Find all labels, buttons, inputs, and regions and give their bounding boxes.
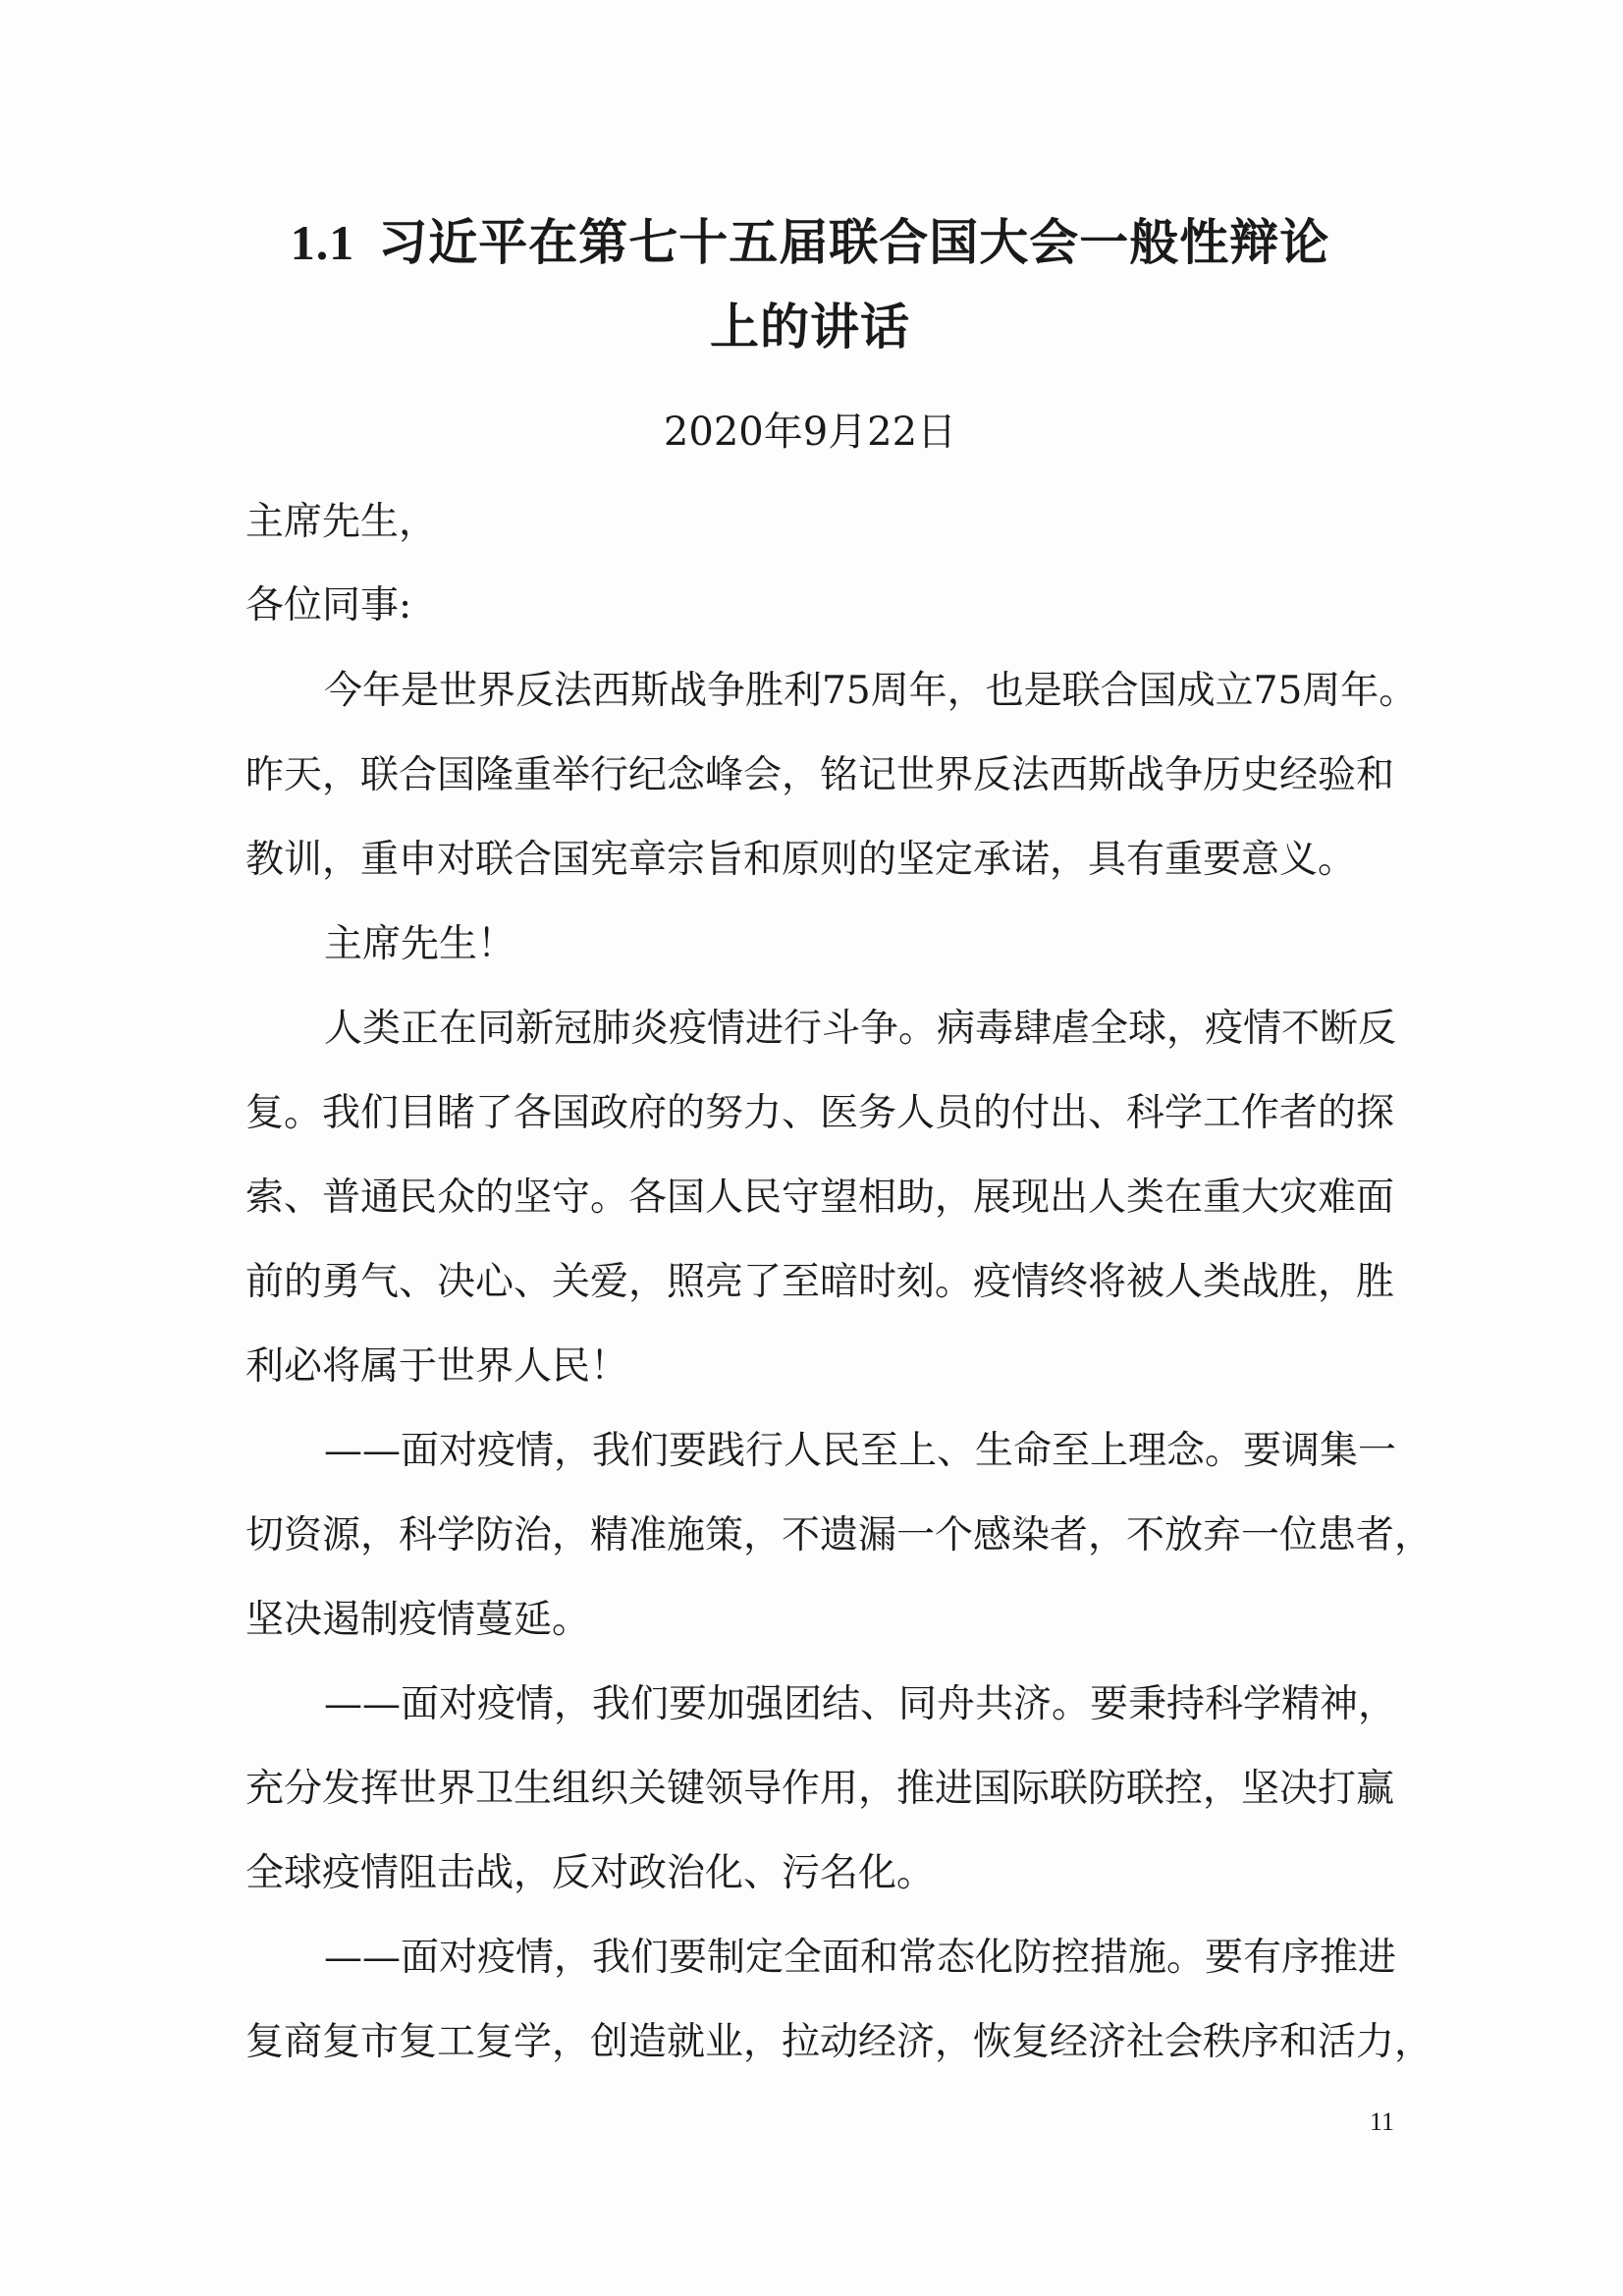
text-line: 复商复市复工复学，创造就业，拉动经济，恢复经济社会秩序和活力， <box>245 2020 1434 2064</box>
text-line: 全球疫情阻击战，反对政治化、污名化。 <box>245 1851 936 1895</box>
text-line: 主席先生！ <box>324 922 516 966</box>
text-line: 今年是世界反法西斯战争胜利75周年，也是联合国成立75周年。 <box>324 669 1418 713</box>
text-line: 切资源，科学防治，精准施策，不遗漏一个感染者，不放弃一位患者， <box>245 1513 1434 1558</box>
salutation-chairman: 主席先生， <box>245 500 438 544</box>
text-line: 索、普通民众的坚守。各国人民守望相助，展现出人类在重大灾难面 <box>245 1175 1395 1220</box>
page-title-continued: 上的讲话 <box>710 298 910 355</box>
text-line: 人类正在同新冠肺炎疫情进行斗争。病毒肆虐全球，疫情不断反 <box>324 1007 1397 1051</box>
text-line: 充分发挥世界卫生组织关键领导作用，推进国际联防联控，坚决打赢 <box>245 1767 1395 1811</box>
title-number: 1.1 <box>290 215 355 270</box>
text-line: 利必将属于世界人民！ <box>245 1344 629 1389</box>
title-text-line1: 习近平在第七十五届联合国大会一般性辩论 <box>378 213 1330 271</box>
page-title <box>245 213 1375 271</box>
text-line: 教训，重申对联合国宪章宗旨和原则的坚定承诺，具有重要意义。 <box>245 838 1357 882</box>
text-line: 昨天，联合国隆重举行纪念峰会，铭记世界反法西斯战争历史经验和 <box>245 753 1395 797</box>
salutation-colleagues: 各位同事: <box>245 583 412 628</box>
text-line: 复。我们目睹了各国政府的努力、医务人员的付出、科学工作者的探 <box>245 1091 1395 1135</box>
text-line: 坚决遏制疫情蔓延。 <box>245 1598 591 1642</box>
speech-date: 2020年9月22日 <box>663 410 957 455</box>
text-line: ——面对疫情，我们要践行人民至上、生命至上理念。要调集一 <box>324 1429 1397 1473</box>
text-line: 前的勇气、决心、关爱，照亮了至暗时刻。疫情终将被人类战胜，胜 <box>245 1260 1395 1304</box>
text-line: ——面对疫情，我们要加强团结、同舟共济。要秉持科学精神， <box>324 1682 1397 1726</box>
page-number: 11 <box>1369 2107 1394 2136</box>
text-line: ——面对疫情，我们要制定全面和常态化防控措施。要有序推进 <box>324 1936 1397 1980</box>
